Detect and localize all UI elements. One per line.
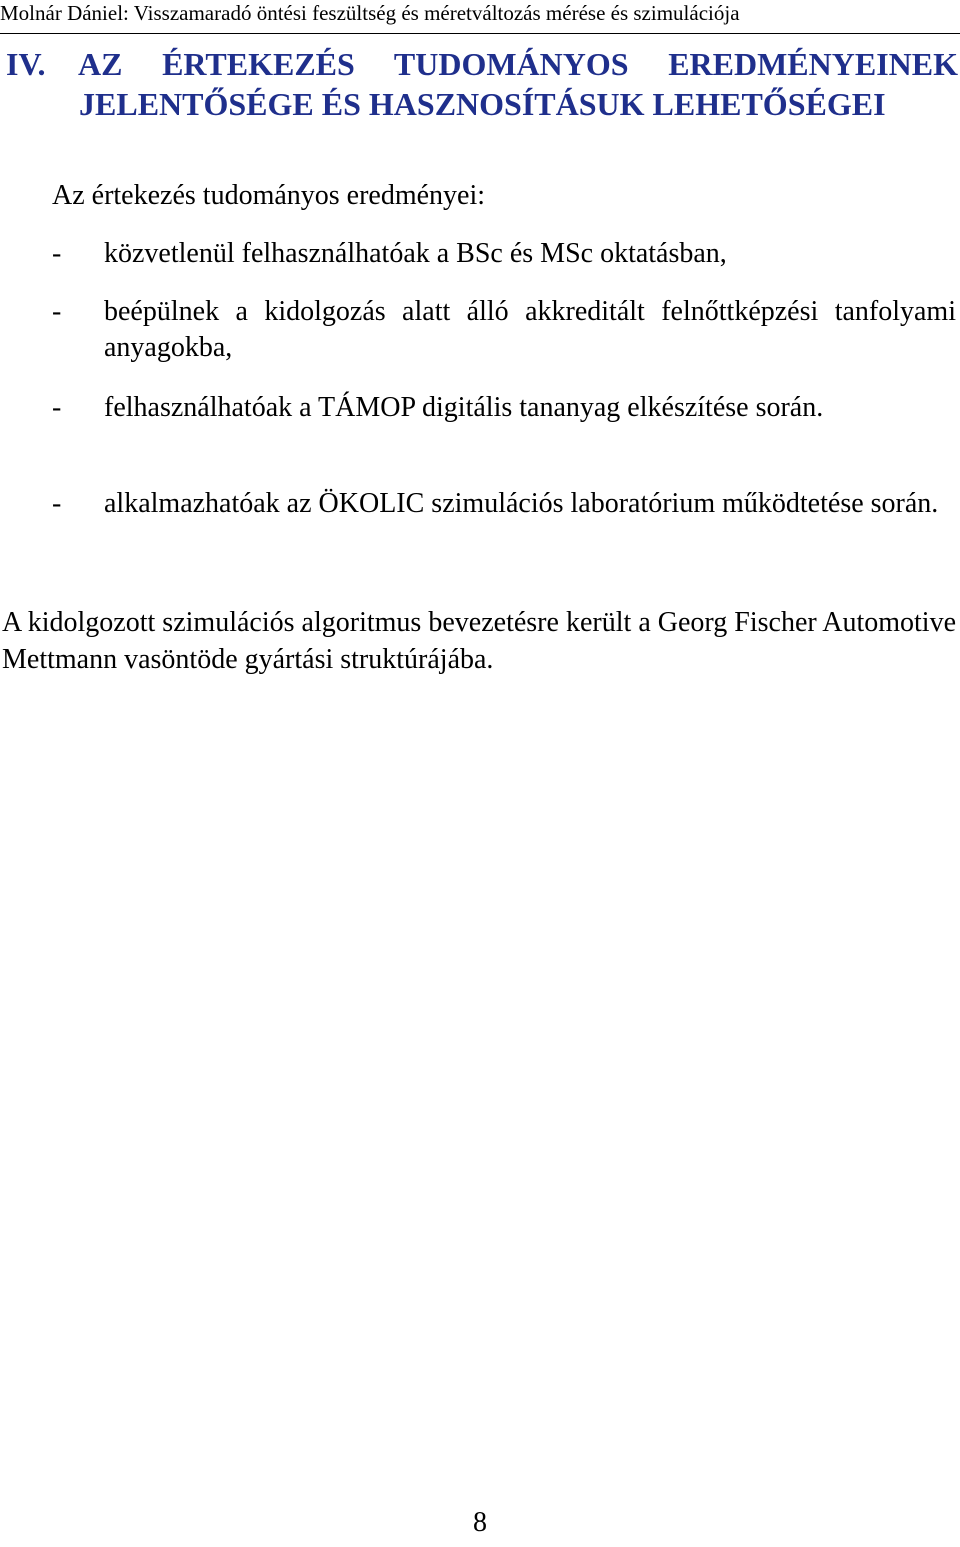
list-item: [52, 390, 956, 426]
list-item: [52, 486, 956, 522]
chapter-heading: [6, 44, 958, 124]
chapter-number: IV.: [6, 46, 46, 82]
chapter-title-line-1: AZ ÉRTEKEZÉS TUDOMÁNYOS EREDMÉNYEINEK: [78, 46, 958, 82]
chapter-heading-line-2: [6, 84, 958, 124]
list-item-text: közvetlenül felhasználhatóak a BSc és MSc oktatásban,: [104, 238, 727, 269]
chapter-title-line-2: JELENTŐSÉGE ÉS HASZNOSÍTÁSUK LEHETŐSÉGEI: [79, 86, 886, 122]
list-item: [52, 294, 956, 366]
list-item-text: beépülnek a kidolgozás alatt álló akkreditált felnőttképzési tanfolyami anyagokba,: [104, 296, 956, 363]
list-item-text: alkalmazhatóak az ÖKOLIC szimulációs laboratórium működtetése során.: [104, 488, 939, 519]
results-intro: Az értekezés tudományos eredményei:: [52, 180, 486, 211]
page-number: 8: [473, 1507, 487, 1538]
list-item-text: felhasználhatóak a TÁMOP digitális tananyag elkészítése során.: [104, 392, 824, 423]
chapter-heading-line-1: [6, 44, 958, 84]
summary-paragraph: A kidolgozott szimulációs algoritmus bevezetésre került a Georg Fischer Automotive Mettmann vasöntöde gyártási struktúrájába.: [2, 607, 956, 675]
running-header: [0, 0, 960, 34]
bullet-dash: -: [52, 392, 62, 423]
bullet-dash: -: [52, 488, 62, 519]
bullet-dash: -: [52, 238, 62, 269]
list-item: [52, 236, 956, 272]
bullet-dash: -: [52, 296, 62, 327]
running-title: Molnár Dániel: Visszamaradó öntési feszültség és méretváltozás mérése és szimulációja: [0, 1, 740, 25]
